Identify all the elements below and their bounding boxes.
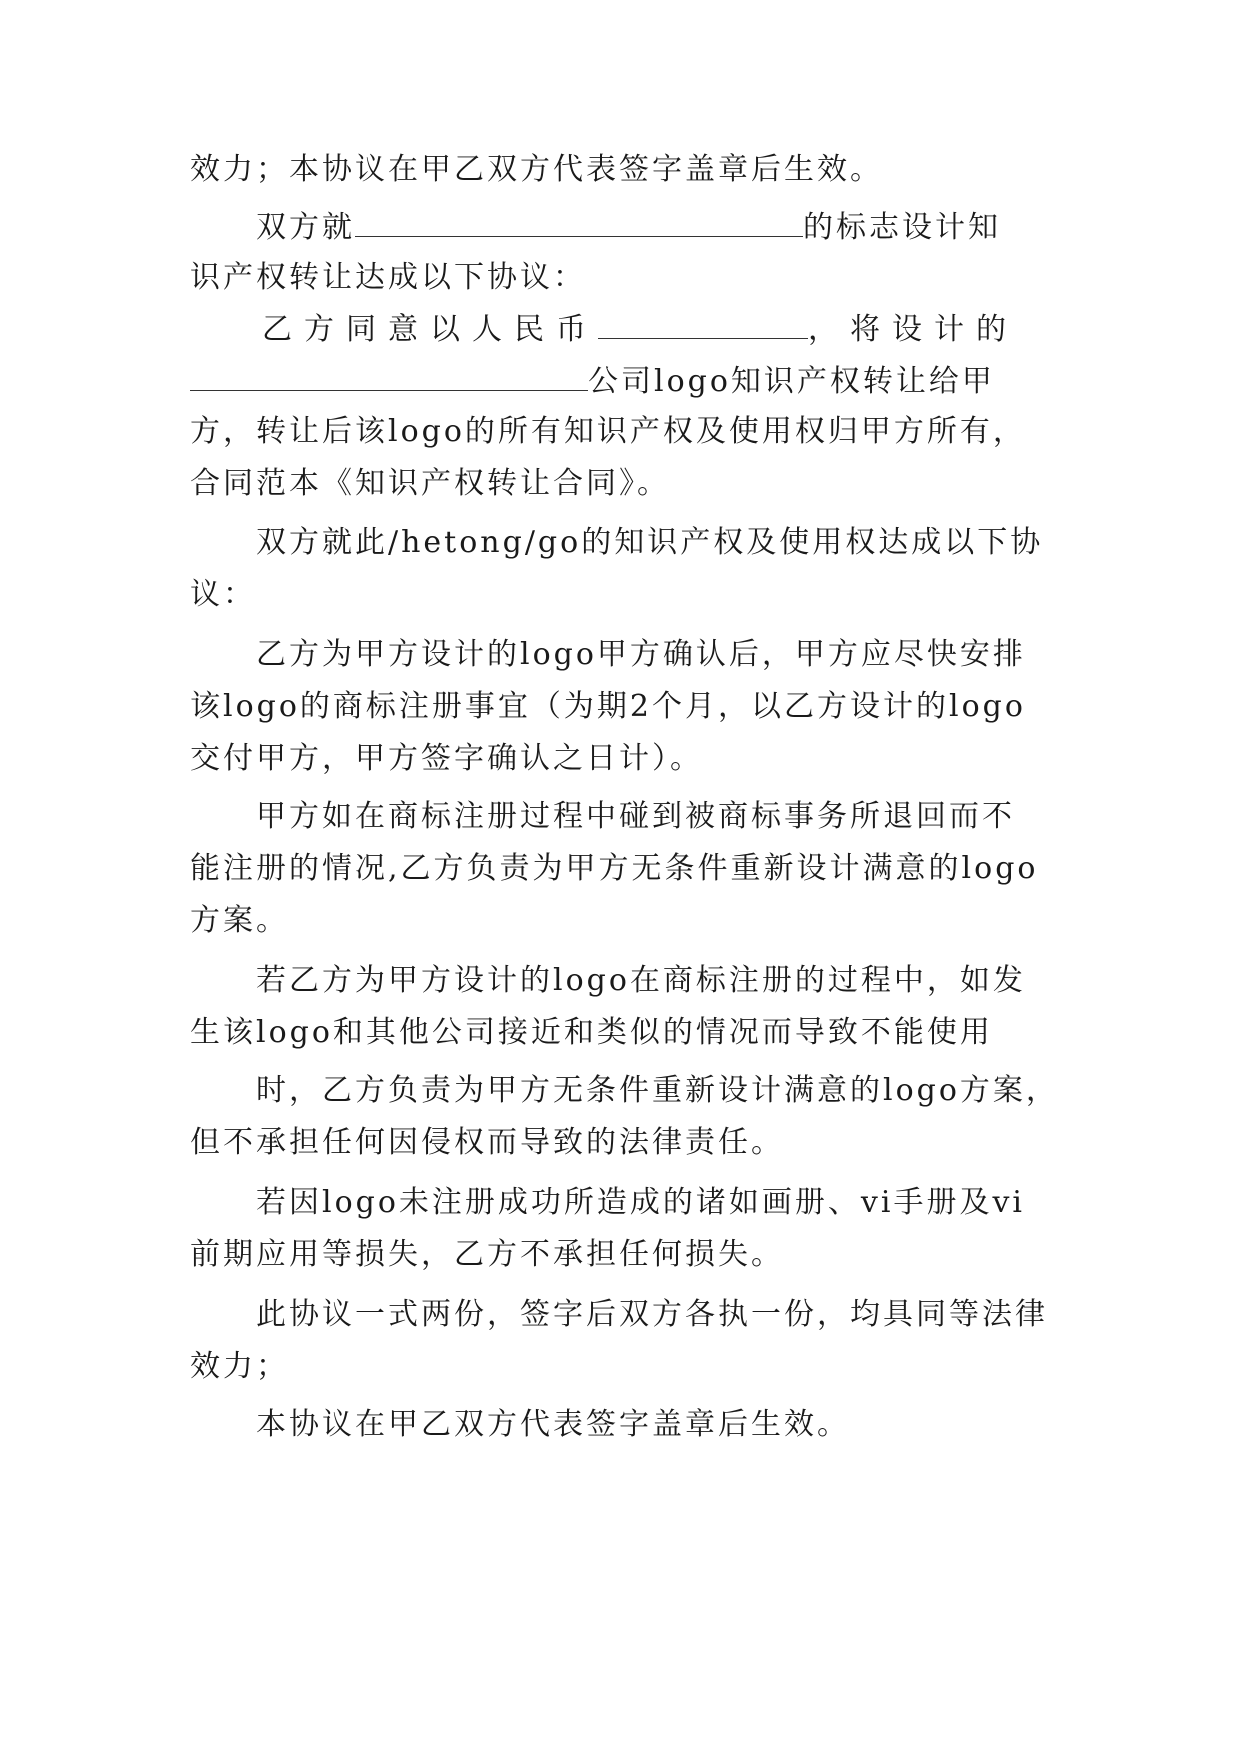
text-line: 能注册的情况,乙方负责为甲方无条件重新设计满意的logo xyxy=(190,851,1039,886)
text-line: 甲方如在商标注册过程中碰到被商标事务所退回而不 xyxy=(256,799,1015,834)
text-line: 乙方为甲方设计的logo甲方确认后，甲方应尽快安排 xyxy=(256,637,1026,672)
text-segment: 双方就 xyxy=(256,210,355,245)
text-segment: 的标志设计知 xyxy=(803,210,1001,245)
text-line: 方案。 xyxy=(190,903,289,938)
text-line: 若因logo未注册成功所造成的诸如画册、vi手册及vi xyxy=(256,1185,1026,1220)
text-line: 但不承担任何因侵权而导致的法律责任。 xyxy=(190,1125,784,1160)
text-line-with-blank xyxy=(262,310,1018,350)
text-line-with-blank xyxy=(256,208,1001,248)
text-line: 时，乙方负责为甲方无条件重新设计满意的logo方案， xyxy=(256,1073,1059,1108)
blank-underline xyxy=(190,364,588,391)
text-line: 若乙方为甲方设计的logo在商标注册的过程中，如发 xyxy=(256,963,1026,998)
text-line: 交付甲方，甲方签字确认之日计）。 xyxy=(190,741,703,776)
text-segment: 公司logo知识产权转让给甲 xyxy=(588,364,995,399)
text-line-with-blank xyxy=(190,362,995,402)
blank-underline xyxy=(598,312,808,339)
text-line: 效力；本协议在甲乙双方代表签字盖章后生效。 xyxy=(190,152,883,187)
text-line: 本协议在甲乙双方代表签字盖章后生效。 xyxy=(256,1407,850,1442)
text-segment: 乙方同意以人民币 xyxy=(262,312,598,347)
text-line: 该logo的商标注册事宜（为期2个月，以乙方设计的logo xyxy=(190,689,1026,724)
text-line: 前期应用等损失，乙方不承担任何损失。 xyxy=(190,1237,784,1272)
text-line: 方，转让后该logo的所有知识产权及使用权归甲方所有， xyxy=(190,414,1026,449)
text-line: 识产权转让达成以下协议： xyxy=(190,260,586,295)
text-line: 效力； xyxy=(190,1349,289,1384)
text-line: 生该logo和其他公司接近和类似的情况而导致不能使用 xyxy=(190,1015,993,1050)
text-line: 此协议一式两份，签字后双方各执一份，均具同等法律 xyxy=(256,1297,1048,1332)
text-line: 合同范本《知识产权转让合同》。 xyxy=(190,466,670,501)
blank-underline xyxy=(355,210,803,237)
text-line: 议： xyxy=(190,577,256,612)
text-segment: ，将设计的 xyxy=(808,312,1018,347)
text-line: 双方就此/hetong/go的知识产权及使用权达成以下协 xyxy=(256,525,1044,560)
